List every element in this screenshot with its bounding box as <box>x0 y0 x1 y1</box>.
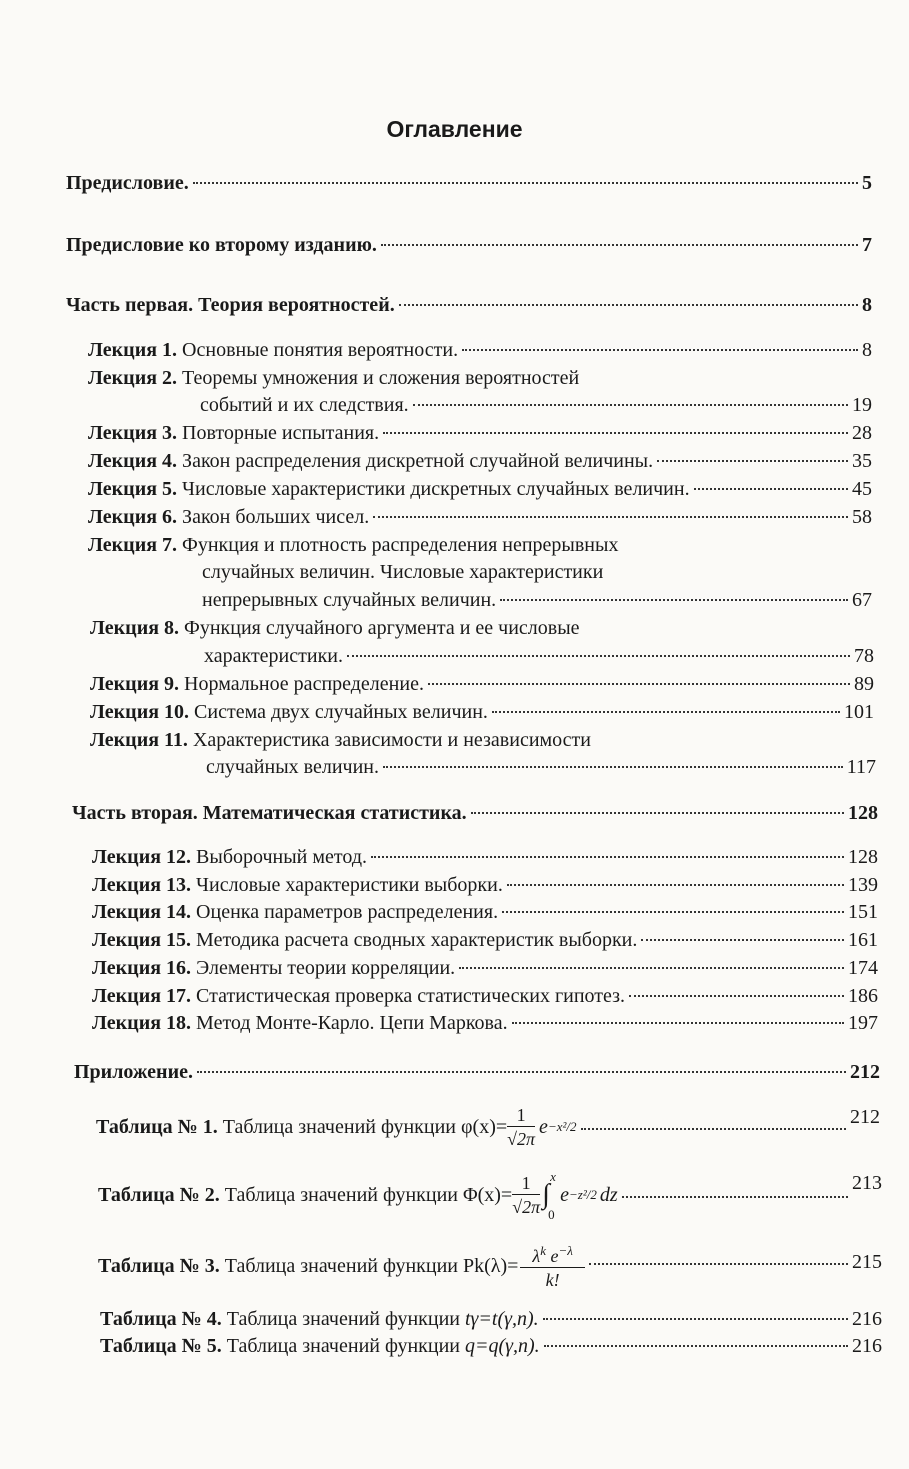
page-number: 8 <box>862 294 872 316</box>
table-number: Таблица № 3. <box>98 1255 220 1277</box>
toc-entry-lecture-11-first-line[interactable] <box>90 727 591 753</box>
leader-dots <box>413 404 848 406</box>
page-number: 58 <box>852 506 872 528</box>
lecture-number: Лекция 12. <box>92 846 192 868</box>
toc-entry-lecture-16[interactable] <box>92 955 878 981</box>
page-number: 19 <box>852 394 872 416</box>
entry-label: Часть первая. Теория вероятностей. <box>66 294 395 316</box>
leader-dots <box>459 967 844 969</box>
leader-dots <box>428 683 850 685</box>
toc-entry-lecture-1[interactable] <box>88 337 872 363</box>
leader-dots <box>193 182 858 184</box>
lecture-title: Закон больших чисел. <box>182 506 370 528</box>
formula: tγ=t(γ,n). <box>464 1308 539 1330</box>
lecture-number: Лекция 3. <box>88 422 178 444</box>
page-number: 101 <box>844 701 874 723</box>
toc-entry-lecture-14[interactable] <box>92 899 878 925</box>
table-number: Таблица № 4. <box>100 1308 222 1330</box>
toc-entry-lecture-6[interactable] <box>88 504 872 530</box>
toc-entry-appendix[interactable] <box>74 1059 880 1085</box>
lecture-title: Выборочный метод. <box>196 846 367 868</box>
lecture-title: Повторные испытания. <box>182 422 380 444</box>
leader-dots <box>657 460 848 462</box>
lecture-title: Функция случайного аргумента и ее числовые <box>184 617 580 639</box>
leader-dots <box>471 812 844 814</box>
table-number: Таблица № 2. <box>98 1184 220 1206</box>
lecture-title: Закон распределения дискретной случайной величины. <box>182 450 654 472</box>
page-number: 89 <box>854 673 874 695</box>
formula-phi <box>461 1104 577 1151</box>
lambda-exponent: k <box>540 1243 546 1258</box>
page-number: 78 <box>854 645 874 667</box>
table-title: Таблица значений функции <box>226 1335 460 1357</box>
fraction <box>520 1240 584 1292</box>
lecture-title-continued: случайных величин. Числовые характеристики <box>202 561 604 583</box>
fraction-numerator: 1 <box>507 1104 535 1127</box>
leader-dots <box>512 1022 844 1024</box>
page-number: 8 <box>862 339 872 361</box>
toc-entry-preface-second-edition[interactable] <box>66 232 872 258</box>
differential: dz <box>599 1184 618 1206</box>
leader-dots <box>383 432 848 434</box>
lecture-number: Лекция 9. <box>90 673 180 695</box>
toc-entry-lecture-10[interactable] <box>90 699 874 725</box>
lecture-title: Нормальное распределение. <box>184 673 424 695</box>
page-number: 216 <box>852 1308 882 1330</box>
leader-dots <box>383 766 843 768</box>
fraction-denominator: k! <box>545 1270 560 1290</box>
leader-dots <box>373 516 848 518</box>
lecture-title: Числовые характеристики дискретных случайных величин. <box>182 478 690 500</box>
leader-dots <box>399 304 858 306</box>
page-number: 117 <box>846 756 876 778</box>
fraction-numerator: 1 <box>512 1172 540 1195</box>
lecture-title: Система двух случайных величин. <box>194 701 488 723</box>
formula-poisson <box>463 1240 585 1292</box>
entry-label: Приложение. <box>74 1061 193 1083</box>
lecture-number: Лекция 7. <box>88 534 178 556</box>
lecture-title-continued: случайных величин. <box>206 756 379 778</box>
leader-dots <box>544 1345 848 1347</box>
page-number: 7 <box>862 234 872 256</box>
toc-entry-table-3[interactable] <box>98 1234 882 1298</box>
page-number: 161 <box>848 929 878 951</box>
page-number: 5 <box>862 172 872 194</box>
toc-entry-lecture-17[interactable] <box>92 983 878 1009</box>
lecture-number: Лекция 6. <box>88 506 178 528</box>
fraction <box>507 1104 535 1151</box>
leader-dots <box>492 711 840 713</box>
exp-base: e <box>560 1184 569 1206</box>
formula: q=q(γ,n). <box>464 1335 540 1357</box>
lecture-title: Числовые характеристики выборки. <box>196 874 503 896</box>
lecture-number: Лекция 18. <box>92 1012 192 1034</box>
leader-dots <box>581 1128 847 1130</box>
toc-entry-table-2[interactable] <box>98 1166 882 1224</box>
exponent: −x²/2 <box>547 1119 577 1134</box>
lecture-number: Лекция 2. <box>88 367 178 389</box>
toc-entry-lecture-11[interactable] <box>206 754 876 780</box>
integral-lower-limit: 0 <box>548 1207 555 1222</box>
fraction <box>512 1172 540 1219</box>
leader-dots <box>641 939 844 941</box>
leader-dots <box>507 884 844 886</box>
page-number: 35 <box>852 450 872 472</box>
toc-title: Оглавление <box>386 116 523 142</box>
formula-lhs: φ(x)= <box>460 1116 508 1138</box>
page-number: 197 <box>848 1012 878 1034</box>
page-number: 174 <box>848 957 878 979</box>
toc-entry-table-5[interactable] <box>100 1333 882 1359</box>
leader-dots <box>462 349 858 351</box>
toc-entry-lecture-5[interactable] <box>88 476 872 502</box>
page-number: 67 <box>852 589 872 611</box>
toc-entry-table-1[interactable] <box>96 1100 880 1154</box>
toc-entry-lecture-7-first-line[interactable] <box>88 532 618 558</box>
lecture-number: Лекция 10. <box>90 701 190 723</box>
exponent: −λ <box>558 1243 573 1258</box>
entry-label: Предисловие ко второму изданию. <box>66 234 377 256</box>
leader-dots <box>694 488 848 490</box>
fraction-denominator: √2π <box>507 1128 536 1149</box>
lecture-number: Лекция 1. <box>88 339 178 361</box>
toc-entry-table-4[interactable] <box>100 1306 882 1332</box>
lecture-title: Характеристика зависимости и независимости <box>192 729 592 751</box>
lecture-title-continued: характеристики. <box>204 645 344 667</box>
lecture-number: Лекция 11. <box>90 729 188 751</box>
entry-label: Предисловие. <box>66 172 189 194</box>
table-title: Таблица значений функции <box>224 1255 458 1277</box>
lecture-title: Статистическая проверка статистических гипотез. <box>196 985 626 1007</box>
lecture-title: Функция и плотность распределения непрерывных <box>182 534 619 556</box>
toc-entry-part1[interactable] <box>66 292 872 318</box>
toc-entry-lecture-12[interactable] <box>92 844 878 870</box>
lecture-number: Лекция 4. <box>88 450 178 472</box>
formula-Phi <box>462 1169 618 1222</box>
lecture-number: Лекция 5. <box>88 478 178 500</box>
toc-entry-lecture-9[interactable] <box>90 671 874 697</box>
page-number: 128 <box>848 802 878 824</box>
leader-dots <box>543 1318 848 1320</box>
page-number: 186 <box>848 985 878 1007</box>
page-number: 212 <box>850 1106 880 1128</box>
page-number: 139 <box>848 874 878 896</box>
toc-entry-lecture-8-first-line[interactable] <box>90 615 580 641</box>
lecture-number: Лекция 15. <box>92 929 192 951</box>
toc-entry-lecture-13[interactable] <box>92 872 878 898</box>
leader-dots <box>381 244 858 246</box>
toc-entry-lecture-8[interactable] <box>204 643 874 669</box>
toc-entry-preface[interactable] <box>66 170 872 196</box>
lecture-number: Лекция 16. <box>92 957 192 979</box>
lecture-title: Основные понятия вероятности. <box>182 339 459 361</box>
leader-dots <box>589 1263 848 1265</box>
leader-dots <box>622 1196 848 1198</box>
integral-sign: ∫ x 0 <box>542 1182 556 1208</box>
page-number: 151 <box>848 901 878 923</box>
exponent: −z²/2 <box>569 1187 597 1202</box>
formula-lhs: Φ(x)= <box>462 1184 513 1206</box>
page-number: 212 <box>850 1061 880 1083</box>
leader-dots <box>197 1071 846 1073</box>
page-number: 213 <box>852 1172 882 1194</box>
lecture-number: Лекция 13. <box>92 874 192 896</box>
formula-lhs: Pk(λ)= <box>462 1255 519 1277</box>
table-number: Таблица № 1. <box>96 1116 218 1138</box>
lecture-number: Лекция 17. <box>92 985 192 1007</box>
entry-label: Часть вторая. Математическая статистика. <box>72 802 467 824</box>
leader-dots <box>347 655 850 657</box>
toc-entry-lecture-15[interactable] <box>92 927 878 953</box>
toc-entry-lecture-4[interactable] <box>88 448 872 474</box>
page-number: 215 <box>852 1251 882 1273</box>
table-title: Таблица значений функции <box>222 1116 456 1138</box>
lecture-title: Оценка параметров распределения. <box>196 901 499 923</box>
lecture-title: Метод Монте-Карло. Цепи Маркова. <box>196 1012 508 1034</box>
page-number: 216 <box>852 1335 882 1357</box>
page-number: 45 <box>852 478 872 500</box>
exp-base: e <box>539 1116 548 1138</box>
table-title: Таблица значений функции <box>226 1308 460 1330</box>
integral-upper-limit: x <box>550 1169 556 1184</box>
page-number: 28 <box>852 422 872 444</box>
page-number: 128 <box>848 846 878 868</box>
lambda: λ <box>532 1246 541 1266</box>
lecture-number: Лекция 8. <box>90 617 180 639</box>
lecture-title-continued: событий и их следствия. <box>200 394 409 416</box>
lecture-number: Лекция 14. <box>92 901 192 923</box>
lecture-title: Элементы теории корреляции. <box>196 957 456 979</box>
toc-entry-lecture-18[interactable] <box>92 1010 878 1036</box>
fraction-denominator: √2π <box>512 1196 541 1217</box>
lecture-title-continued: непрерывных случайных величин. <box>202 589 497 611</box>
table-number: Таблица № 5. <box>100 1335 222 1357</box>
exp-base: e <box>550 1246 559 1266</box>
table-title: Таблица значений функции <box>224 1184 458 1206</box>
toc-entry-lecture-3[interactable] <box>88 420 872 446</box>
leader-dots <box>371 856 844 858</box>
toc-entry-lecture-2-first-line[interactable] <box>88 365 579 391</box>
toc-entry-lecture-7[interactable] <box>202 587 872 613</box>
toc-entry-part2[interactable] <box>72 800 878 826</box>
toc-entry-lecture-2[interactable] <box>200 392 872 418</box>
leader-dots <box>629 995 844 997</box>
lecture-title: Методика расчета сводных характеристик выборки. <box>196 929 638 951</box>
lecture-title: Теоремы умножения и сложения вероятностей <box>182 367 580 389</box>
leader-dots <box>500 599 848 601</box>
leader-dots <box>502 911 844 913</box>
